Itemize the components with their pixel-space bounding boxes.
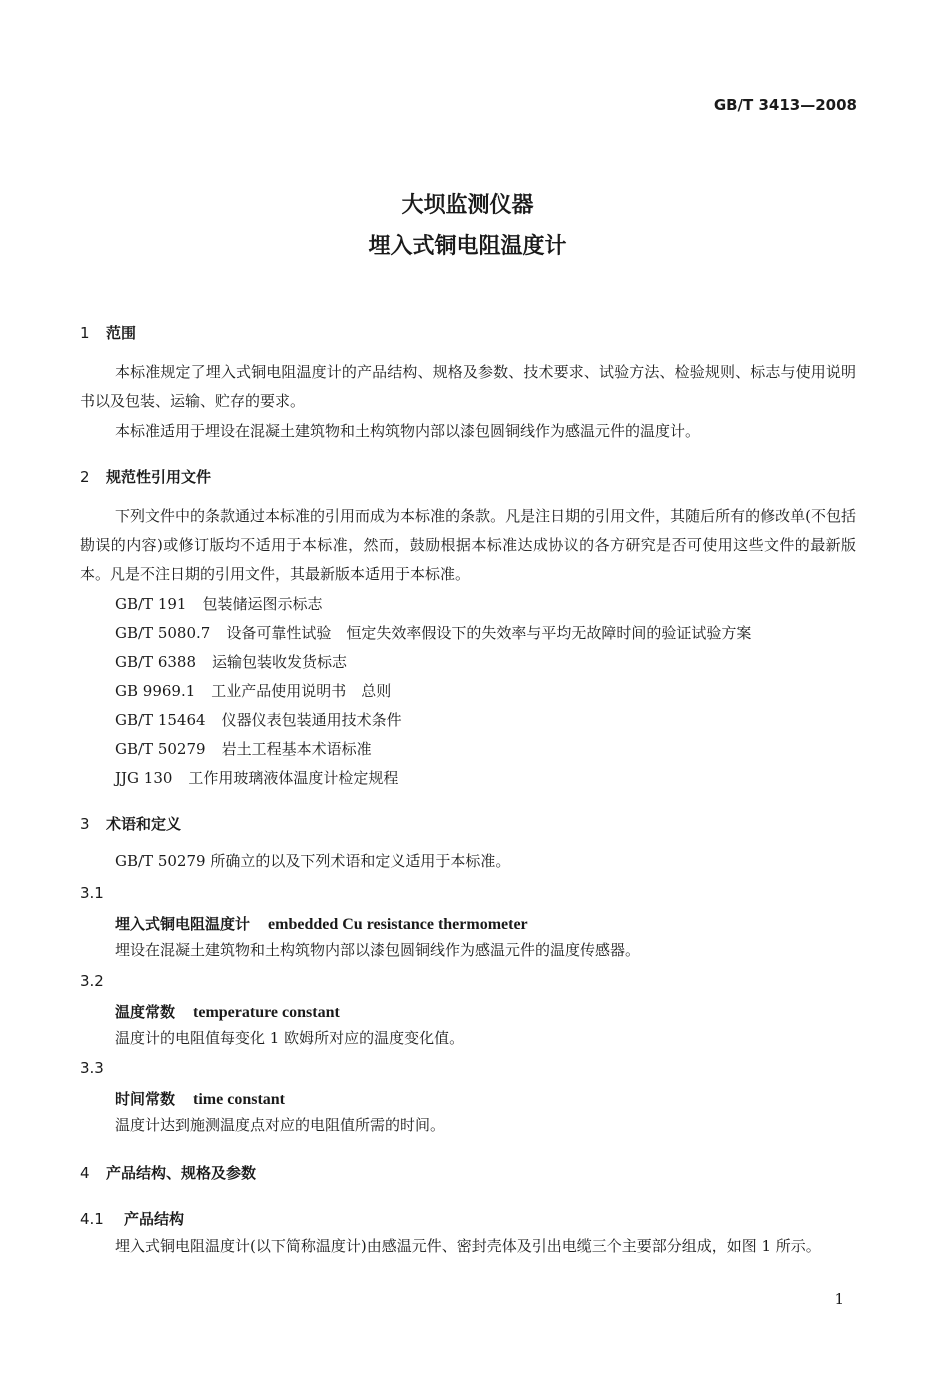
reference-code: GB/T 15464 bbox=[115, 711, 206, 729]
subsection-title: 产品结构 bbox=[124, 1210, 185, 1228]
page-number: 1 bbox=[834, 1290, 844, 1308]
section-title: 产品结构、规格及参数 bbox=[106, 1164, 257, 1182]
section-title: 术语和定义 bbox=[106, 815, 182, 833]
term-heading bbox=[115, 1088, 285, 1109]
reference-item bbox=[115, 622, 751, 643]
reference-item bbox=[115, 767, 398, 788]
reference-code: JJG 130 bbox=[115, 769, 173, 787]
term-number: 3.2 bbox=[80, 972, 104, 990]
section-number: 4 bbox=[80, 1164, 90, 1182]
reference-item bbox=[115, 680, 391, 701]
reference-code: GB/T 5080.7 bbox=[115, 624, 211, 642]
reference-title: 岩土工程基本术语标准 bbox=[221, 740, 372, 758]
section-2-paragraph-1: 下列文件中的条款通过本标准的引用而成为本标准的条款。凡是注日期的引用文件，其随后所有的修改单(不包括勘误的内容)或修订版均不适用于本标准，然而，鼓励根据本标准达成协议的各方研究是否可使用这些文件的最新版本。凡是不注日期的引用文件，其最新版本适用于本标准。 bbox=[80, 507, 856, 583]
standard-number: GB/T 3413—2008 bbox=[713, 96, 857, 114]
section-title: 范围 bbox=[106, 324, 137, 342]
reference-code: GB/T 191 bbox=[115, 595, 187, 613]
reference-code: GB 9969.1 bbox=[115, 682, 196, 700]
term-heading bbox=[115, 1001, 340, 1022]
subsection-4-1-heading bbox=[80, 1208, 184, 1229]
term-english: time constant bbox=[193, 1091, 285, 1108]
term-definition: 埋设在混凝土建筑物和土构筑物内部以漆包圆铜线作为感温元件的温度传感器。 bbox=[115, 941, 641, 959]
section-2-heading bbox=[80, 466, 211, 487]
section-number: 3 bbox=[80, 815, 90, 833]
reference-item bbox=[115, 593, 322, 614]
reference-item bbox=[115, 709, 402, 730]
reference-title: 运输包装收发货标志 bbox=[212, 653, 348, 671]
section-3-paragraph-1: GB/T 50279 所确立的以及下列术语和定义适用于本标准。 bbox=[115, 852, 511, 870]
term-english: temperature constant bbox=[193, 1004, 340, 1021]
reference-title: 设备可靠性试验 恒定失效率假设下的失效率与平均无故障时间的验证试验方案 bbox=[226, 624, 752, 642]
reference-code: GB/T 6388 bbox=[115, 653, 197, 671]
term-chinese: 温度常数 bbox=[115, 1003, 176, 1021]
section-4-paragraph-1: 埋入式铜电阻温度计(以下简称温度计)由感温元件、密封壳体及引出电缆三个主要部分组成，如图 1 所示。 bbox=[115, 1237, 821, 1255]
document-title-line1: 大坝监测仪器 bbox=[401, 193, 534, 218]
section-1-heading bbox=[80, 322, 136, 343]
term-definition: 温度计达到施测温度点对应的电阻值所需的时间。 bbox=[115, 1116, 446, 1134]
section-1-paragraph-1: 本标准规定了埋入式铜电阻温度计的产品结构、规格及参数、技术要求、试验方法、检验规则、标志与使用说明书以及包装、运输、贮存的要求。 bbox=[80, 363, 856, 410]
reference-title: 工作用玻璃液体温度计检定规程 bbox=[188, 769, 399, 787]
document-title-line2: 埋入式铜电阻温度计 bbox=[368, 234, 567, 259]
term-english: embedded Cu resistance thermometer bbox=[268, 916, 528, 933]
reference-code: GB/T 50279 bbox=[115, 740, 206, 758]
reference-item bbox=[115, 738, 372, 759]
subsection-number: 4.1 bbox=[80, 1210, 104, 1228]
reference-title: 包装储运图示标志 bbox=[202, 595, 323, 613]
section-4-heading bbox=[80, 1162, 256, 1183]
reference-title: 工业产品使用说明书 总则 bbox=[211, 682, 392, 700]
section-3-heading bbox=[80, 813, 181, 834]
reference-item bbox=[115, 651, 347, 672]
term-number: 3.1 bbox=[80, 884, 104, 902]
section-1-paragraph-2: 本标准适用于埋设在混凝土建筑物和土构筑物内部以漆包圆铜线作为感温元件的温度计。 bbox=[115, 422, 701, 440]
section-number: 2 bbox=[80, 468, 90, 486]
term-chinese: 埋入式铜电阻温度计 bbox=[115, 915, 251, 933]
term-heading bbox=[115, 913, 528, 934]
section-title: 规范性引用文件 bbox=[106, 468, 212, 486]
section-number: 1 bbox=[80, 324, 90, 342]
term-definition: 温度计的电阻值每变化 1 欧姆所对应的温度变化值。 bbox=[115, 1029, 465, 1047]
term-number: 3.3 bbox=[80, 1059, 104, 1077]
reference-title: 仪器仪表包装通用技术条件 bbox=[221, 711, 402, 729]
term-chinese: 时间常数 bbox=[115, 1090, 176, 1108]
